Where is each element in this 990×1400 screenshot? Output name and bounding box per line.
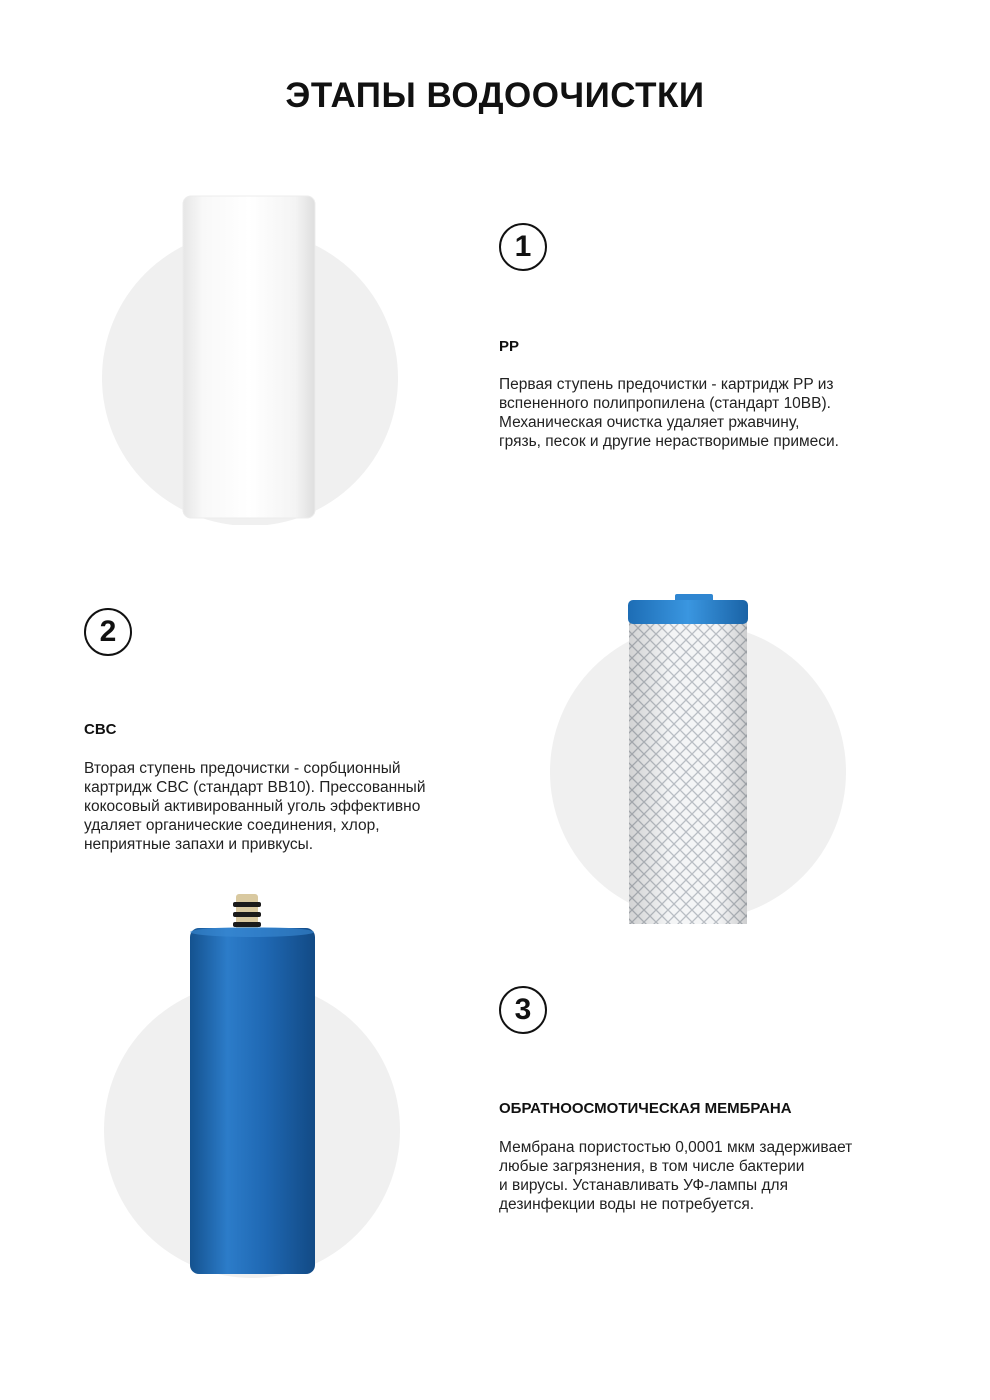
- stage-description: Мембрана пористостью 0,0001 мкм задерживает любые загрязнения, в том числе бактерии и вирусы. Устанавливать УФ-лампы для дезинфекции воды не потребуется.: [499, 1139, 853, 1213]
- stage-title: ОБРАТНООСМОТИЧЕСКАЯ МЕМБРАНА: [499, 1100, 792, 1117]
- carbon-block-cartridge-icon: [548, 592, 853, 932]
- stage-number-badge: 1: [499, 223, 547, 271]
- stage-description: Первая ступень предочистки - картридж PP из вспененного полипропилена (стандарт 10BB). Механическая очистка удаляет ржавчину, грязь, песок и другие нерастворимые примеси.: [499, 376, 839, 450]
- polypropylene-cartridge-icon: [100, 190, 405, 525]
- stage-title: PP: [499, 338, 520, 355]
- stage-number-badge: 2: [84, 608, 132, 656]
- stage-description: Вторая ступень предочистки - сорбционный картридж CBC (стандарт BB10). Прессованный кокосовый активированный уголь эффективно удаляет органические соединения, хлор, неприятные запахи и привкусы.: [84, 760, 426, 853]
- page-title: ЭТАПЫ ВОДООЧИСТКИ: [285, 76, 705, 115]
- stage-number-badge: 3: [499, 986, 547, 1034]
- ro-membrane-icon: [100, 890, 405, 1280]
- stage-title: CBC: [84, 721, 117, 738]
